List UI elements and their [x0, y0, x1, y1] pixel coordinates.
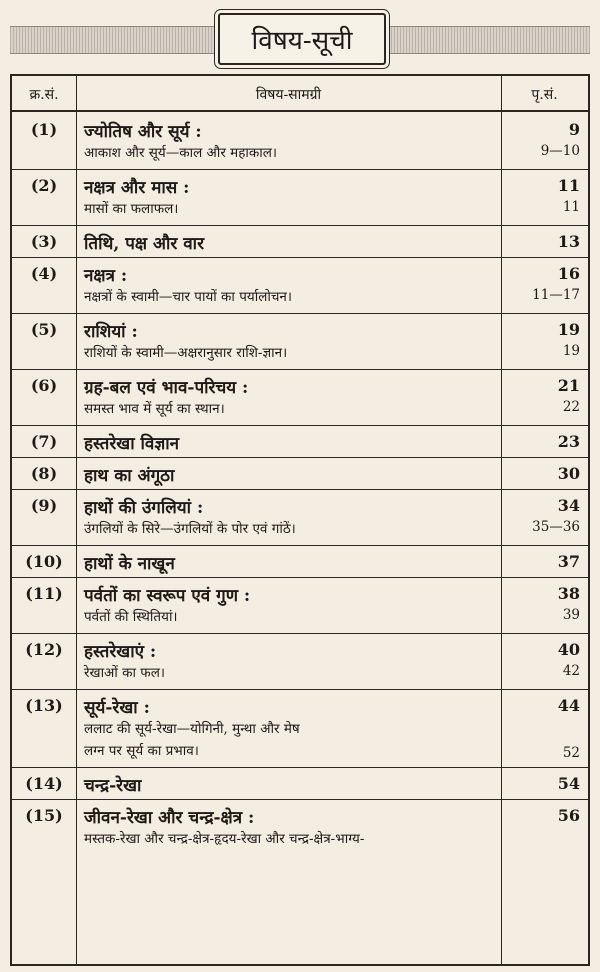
row-topic: जीवन-रेखा और चन्द्र-क्षेत्र :: [84, 808, 255, 828]
page-title: विषय-सूची: [218, 13, 386, 65]
row-page: 23: [557, 432, 580, 451]
row-number: (6): [30, 376, 58, 395]
row-page: 11: [557, 176, 580, 195]
row-number: (11): [25, 584, 63, 603]
contents-table: [10, 74, 590, 966]
row-subtopic: समस्त भाव में सूर्य का स्थान।: [84, 401, 225, 417]
table-row: [12, 370, 588, 426]
row-subpage: 22: [562, 399, 580, 415]
row-page: 13: [557, 232, 580, 251]
row-number: (8): [30, 464, 58, 483]
row-subpage: 42: [562, 663, 580, 679]
row-page: 34: [557, 496, 580, 515]
table-header: [12, 76, 588, 112]
row-subpage: 39: [562, 607, 580, 623]
row-topic: नक्षत्र और मास :: [84, 178, 190, 198]
table-row: [12, 258, 588, 314]
table-row: [12, 490, 588, 546]
row-topic: सूर्य-रेखा :: [84, 698, 150, 718]
row-subpage: 52: [562, 745, 580, 761]
row-topic: राशियां :: [84, 322, 138, 342]
row-subtopic: राशियों के स्वामी—अक्षरानुसार राशि-ज्ञान।: [84, 345, 288, 361]
table-row: [12, 578, 588, 634]
row-number: (12): [25, 640, 63, 659]
row-subtopic: पर्वतों की स्थितियां।: [84, 609, 178, 625]
row-number: (3): [30, 232, 58, 251]
row-page: 21: [557, 376, 580, 395]
row-number: (4): [30, 264, 58, 283]
row-subtopic: आकाश और सूर्य—काल और महाकाल।: [84, 145, 278, 161]
table-row: [12, 458, 588, 490]
row-topic: हाथों की उंगलियां :: [84, 498, 204, 518]
row-number: (13): [25, 696, 63, 715]
row-page: 19: [557, 320, 580, 339]
row-topic: चन्द्र-रेखा: [84, 776, 142, 796]
row-topic: हाथ का अंगूठा: [84, 466, 175, 486]
table-row: [12, 426, 588, 458]
row-subtopic: नक्षत्रों के स्वामी—चार पायों का पर्यालोचन।: [84, 289, 293, 305]
row-topic: नक्षत्र :: [84, 266, 128, 286]
row-number: (2): [30, 176, 58, 195]
row-page: 54: [557, 774, 580, 793]
row-number: (7): [30, 432, 58, 451]
row-number: (1): [30, 120, 58, 139]
table-row: [12, 114, 588, 170]
row-page: 16: [557, 264, 580, 283]
row-subtopic: उंगलियों के सिरे—उंगलियों के पोर एवं गांठें।: [84, 521, 296, 537]
row-number: (14): [25, 774, 63, 793]
row-topic: तिथि, पक्ष और वार: [84, 234, 205, 254]
row-topic: हाथों के नाखून: [84, 554, 175, 574]
table-row: [12, 226, 588, 258]
table-row: [12, 170, 588, 226]
row-subtopic: ललाट की सूर्य-रेखा—योगिनी, मुन्था और मेष: [84, 721, 300, 737]
row-subpage: 11—17: [532, 287, 580, 303]
row-topic: ज्योतिष और सूर्य :: [84, 122, 202, 142]
row-number: (9): [30, 496, 58, 515]
header-serial: क्र.सं.: [29, 87, 59, 103]
row-page: 30: [557, 464, 580, 483]
table-row: [12, 314, 588, 370]
row-subpage: 11: [562, 199, 580, 215]
row-subtopic: मस्तक-रेखा और चन्द्र-क्षेत्र-हृदय-रेखा और चन्द्र-क्षेत्र-भाग्य-: [84, 831, 365, 847]
row-subtopic: रेखाओं का फल।: [84, 665, 165, 681]
row-page: 37: [557, 552, 580, 571]
row-page: 40: [557, 640, 580, 659]
row-subpage: 35—36: [532, 519, 580, 535]
row-page: 38: [557, 584, 580, 603]
header-content: विषय-सामग्री: [255, 87, 322, 103]
row-number: (5): [30, 320, 58, 339]
row-page: 9: [568, 120, 580, 139]
row-number: (10): [25, 552, 63, 571]
table-row: [12, 546, 588, 578]
table-row: [12, 800, 588, 860]
row-page: 56: [557, 806, 580, 825]
table-row: [12, 690, 588, 768]
row-page: 44: [557, 696, 580, 715]
table-body: [12, 114, 588, 860]
row-subtopic: लग्न पर सूर्य का प्रभाव।: [84, 743, 199, 759]
table-row: [12, 634, 588, 690]
table-row: [12, 768, 588, 800]
row-topic: पर्वतों का स्वरूप एवं गुण :: [84, 586, 251, 606]
row-number: (15): [25, 806, 63, 825]
row-topic: हस्तरेखाएं :: [84, 642, 157, 662]
row-subpage: 19: [562, 343, 580, 359]
row-topic: हस्तरेखा विज्ञान: [84, 434, 180, 454]
row-topic: ग्रह-बल एवं भाव-परिचय :: [84, 378, 249, 398]
row-subpage: 9—10: [540, 143, 580, 159]
row-subtopic: मासों का फलाफल।: [84, 201, 179, 217]
header-page: पृ.सं.: [531, 87, 558, 103]
